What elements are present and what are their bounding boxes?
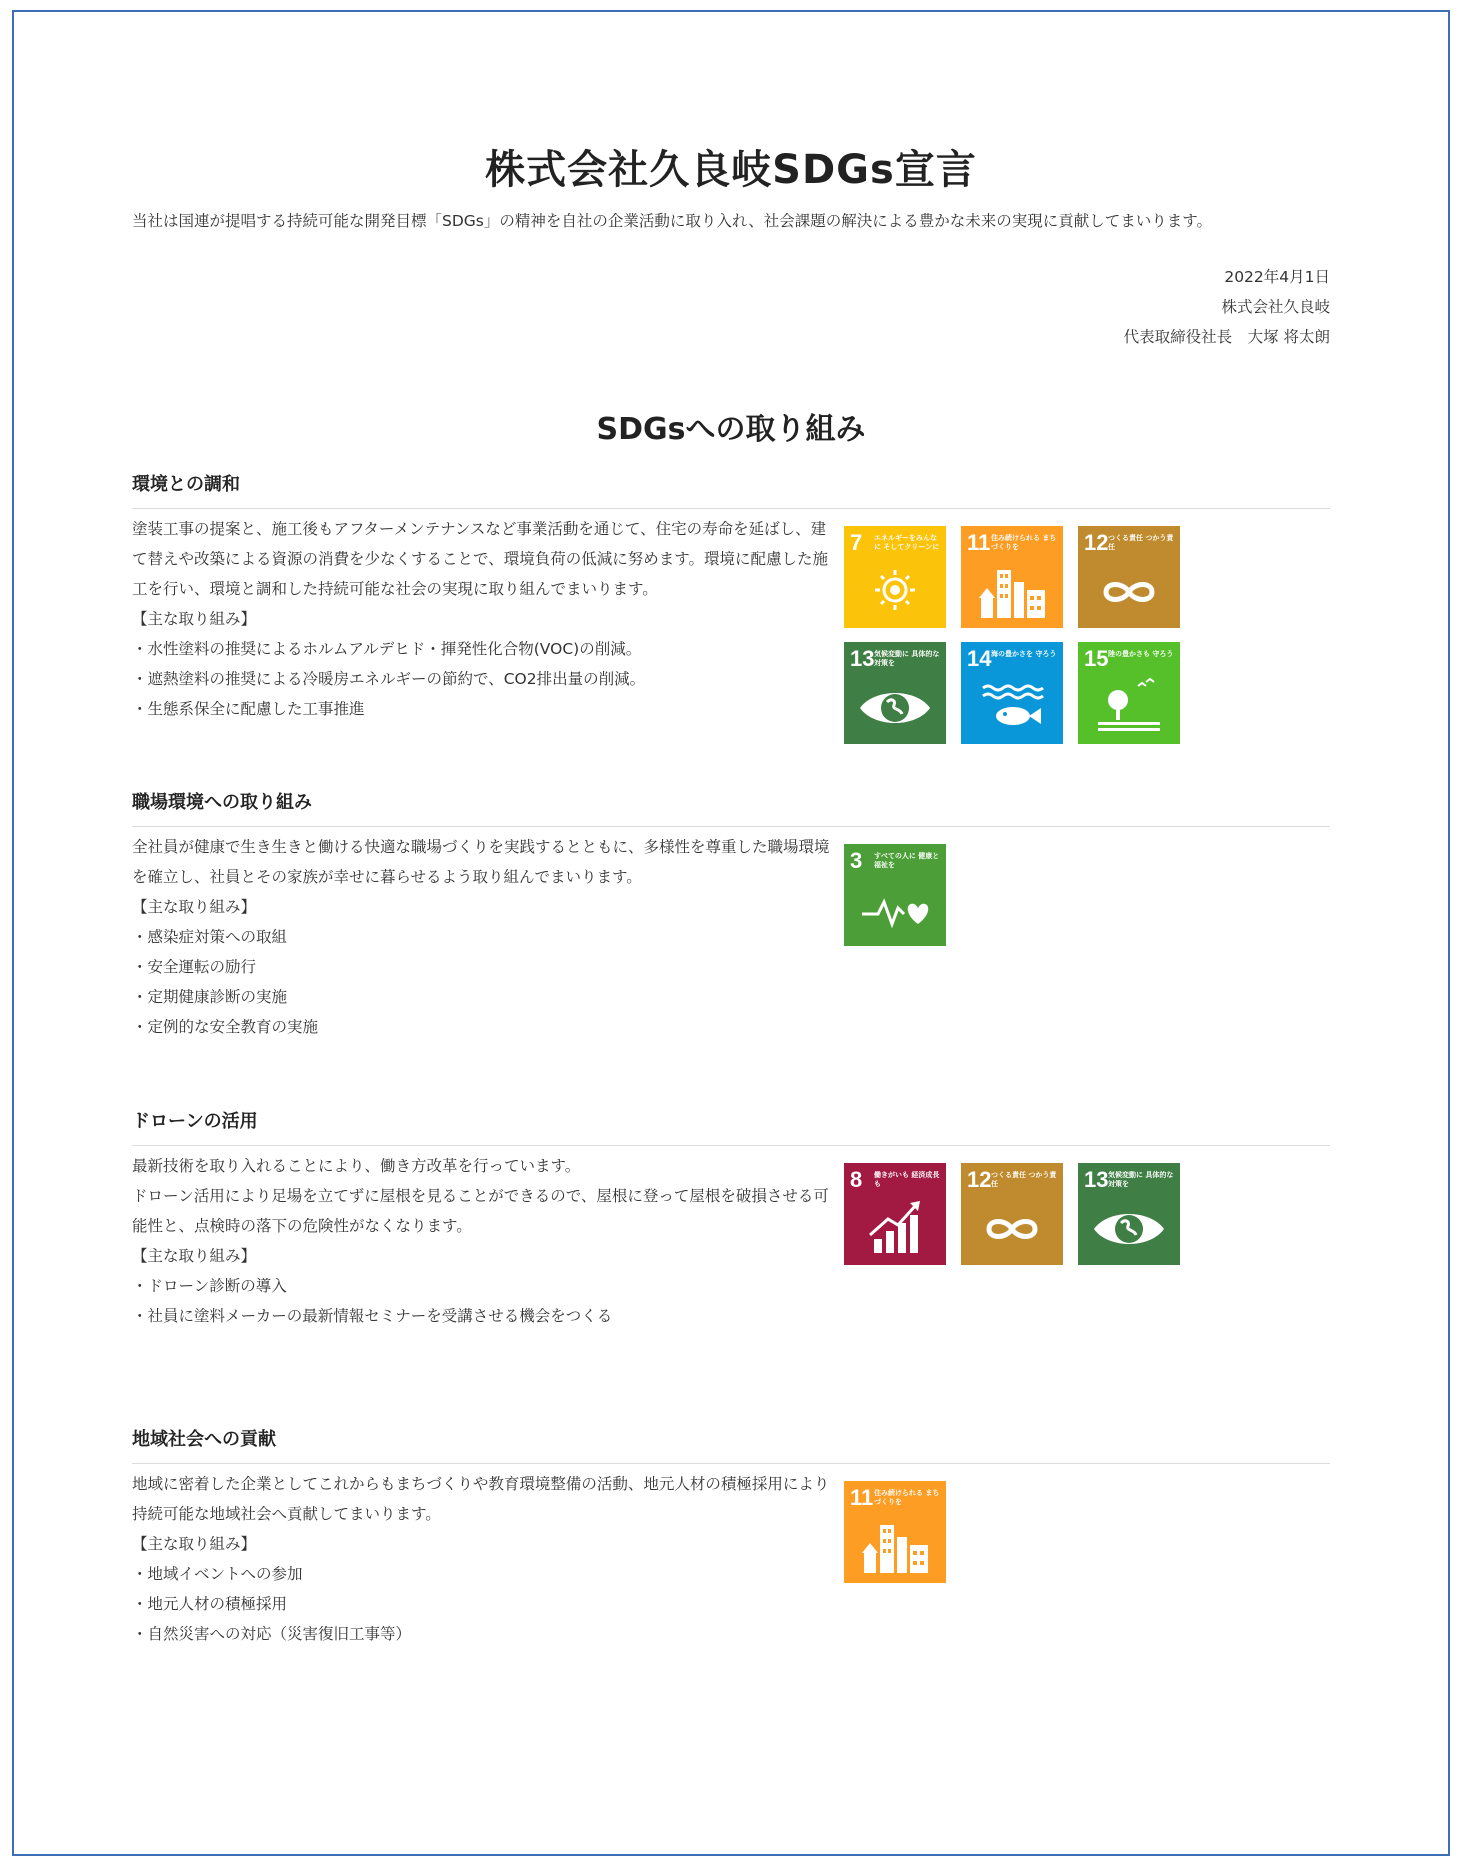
goal-caption: 住み続けられる まちづくりを bbox=[874, 1489, 940, 1506]
declaration-date: 2022年4月1日 bbox=[1224, 268, 1330, 286]
block-heading: 地域社会への貢献 bbox=[132, 1425, 1330, 1464]
signature-block bbox=[1124, 262, 1330, 352]
representative-name: 代表取締役社長 大塚 将太朗 bbox=[1123, 328, 1330, 346]
goal-caption: 陸の豊かさも 守ろう bbox=[1108, 650, 1174, 658]
goal-caption: つくる責任 つかう責任 bbox=[1108, 534, 1174, 551]
block-line: ・水性塗料の推奨によるホルムアルデヒド・揮発性化合物(VOC)の削減。 bbox=[132, 640, 642, 658]
goal-caption: 働きがいも 経済成長も bbox=[874, 1171, 940, 1188]
block-line: 【主な取り組み】 bbox=[132, 898, 257, 916]
block-body bbox=[132, 1151, 912, 1331]
sdg-goal-3-icon bbox=[844, 844, 946, 946]
company-name: 株式会社久良岐 bbox=[1221, 298, 1330, 316]
sdg-goal-13-icon bbox=[844, 642, 946, 744]
sdg-goal-13-icon bbox=[1078, 1163, 1180, 1265]
block-body bbox=[132, 832, 912, 1042]
block-line: ・感染症対策への取組 bbox=[132, 928, 288, 946]
goal-caption: 海の豊かさを 守ろう bbox=[991, 650, 1057, 658]
block-line: 持続可能な地域社会へ貢献してまいります。 bbox=[132, 1505, 441, 1523]
sdg-goal-11-icon bbox=[961, 526, 1063, 628]
sdg-goal-14-icon bbox=[961, 642, 1063, 744]
goal-caption: 住み続けられる まちづくりを bbox=[991, 534, 1057, 551]
goal-number: 12 bbox=[1084, 530, 1109, 555]
goal-caption: 気候変動に 具体的な対策を bbox=[874, 650, 940, 667]
block-line: 【主な取り組み】 bbox=[132, 610, 257, 628]
block-line: ・生態系保全に配慮した工事推進 bbox=[132, 700, 365, 718]
goal-number: 13 bbox=[1084, 1167, 1109, 1192]
block-line: ・地域イベントへの参加 bbox=[132, 1565, 303, 1583]
block-line: 地域に密着した企業としてこれからもまちづくりや教育環境整備の活動、地元人材の積極採用により bbox=[132, 1475, 830, 1493]
page-title: 株式会社久良岐SDGs宣言 bbox=[485, 147, 977, 193]
goal-number: 12 bbox=[967, 1167, 992, 1192]
block-line: ・ドローン診断の導入 bbox=[132, 1277, 287, 1295]
block-line: 工を行い、環境と調和した持続可能な社会の実現に取り組んでまいります。 bbox=[132, 580, 658, 598]
block-line: ・定期健康診断の実施 bbox=[132, 988, 288, 1006]
block-body bbox=[132, 1469, 912, 1649]
block-line: ドローン活用により足場を立てずに屋根を見ることができるので、屋根に登って屋根を破損させる可 bbox=[132, 1187, 829, 1205]
goal-caption: すべての人に 健康と福祉を bbox=[874, 852, 940, 869]
block-line: を確立し、社員とその家族が幸せに暮らせるよう取り組んでまいります。 bbox=[132, 868, 642, 886]
intro-text: 当社は国連が提唱する持続可能な開発目標「SDGs」の精神を自社の企業活動に取り入れ、社会課題の解決による豊かな未来の実現に貢献してまいります。 bbox=[132, 212, 1213, 230]
block-line: 【主な取り組み】 bbox=[132, 1535, 257, 1553]
section-title: SDGsへの取り組み bbox=[596, 412, 866, 447]
goal-number: 11 bbox=[850, 1485, 874, 1510]
block-body bbox=[132, 514, 912, 724]
goal-number: 3 bbox=[850, 848, 863, 873]
block-line: 最新技術を取り入れることにより、働き方改革を行っています。 bbox=[132, 1157, 581, 1175]
sdg-goal-11-icon bbox=[844, 1481, 946, 1583]
block-heading: ドローンの活用 bbox=[132, 1107, 1330, 1146]
sdg-goal-8-icon bbox=[844, 1163, 946, 1265]
sdg-goal-12-icon bbox=[1078, 526, 1180, 628]
goal-caption: エネルギーをみんなに そしてクリーンに bbox=[874, 534, 940, 551]
block-line: 能性と、点検時の落下の危険性がなくなります。 bbox=[132, 1217, 472, 1235]
sdg-goal-7-icon bbox=[844, 526, 946, 628]
goal-number: 14 bbox=[967, 646, 992, 671]
block-heading: 環境との調和 bbox=[132, 470, 1330, 509]
block-heading: 職場環境への取り組み bbox=[132, 788, 1330, 827]
sdg-goal-15-icon bbox=[1078, 642, 1180, 744]
block-line: ・自然災害への対応（災害復旧工事等） bbox=[132, 1625, 412, 1643]
sdg-goal-12-icon bbox=[961, 1163, 1063, 1265]
goal-caption: 気候変動に 具体的な対策を bbox=[1108, 1171, 1174, 1188]
goal-number: 8 bbox=[850, 1167, 863, 1192]
goal-caption: つくる責任 つかう責任 bbox=[991, 1171, 1057, 1188]
block-line: ・社員に塗料メーカーの最新情報セミナーを受講させる機会をつくる bbox=[132, 1307, 613, 1325]
goal-number: 13 bbox=[850, 646, 875, 671]
block-line: 全社員が健康で生き生きと働ける快適な職場づくりを実践するとともに、多様性を尊重した職場環境 bbox=[132, 838, 830, 856]
block-line: ・地元人材の積極採用 bbox=[132, 1595, 288, 1613]
block-line: ・安全運転の励行 bbox=[132, 958, 257, 976]
block-line: て替えや改築による資源の消費を少なくすることで、環境負荷の低減に努めます。環境に配慮した施 bbox=[132, 550, 828, 568]
goal-number: 11 bbox=[967, 530, 991, 555]
block-line: ・遮熱塗料の推奨による冷暖房エネルギーの節約で、CO2排出量の削減。 bbox=[132, 670, 646, 688]
goal-number: 7 bbox=[850, 530, 863, 555]
block-line: 【主な取り組み】 bbox=[132, 1247, 257, 1265]
block-line: ・定例的な安全教育の実施 bbox=[132, 1018, 319, 1036]
block-line: 塗装工事の提案と、施工後もアフターメンテナンスなど事業活動を通じて、住宅の寿命を延ばし、建 bbox=[132, 520, 827, 538]
goal-number: 15 bbox=[1084, 646, 1109, 671]
